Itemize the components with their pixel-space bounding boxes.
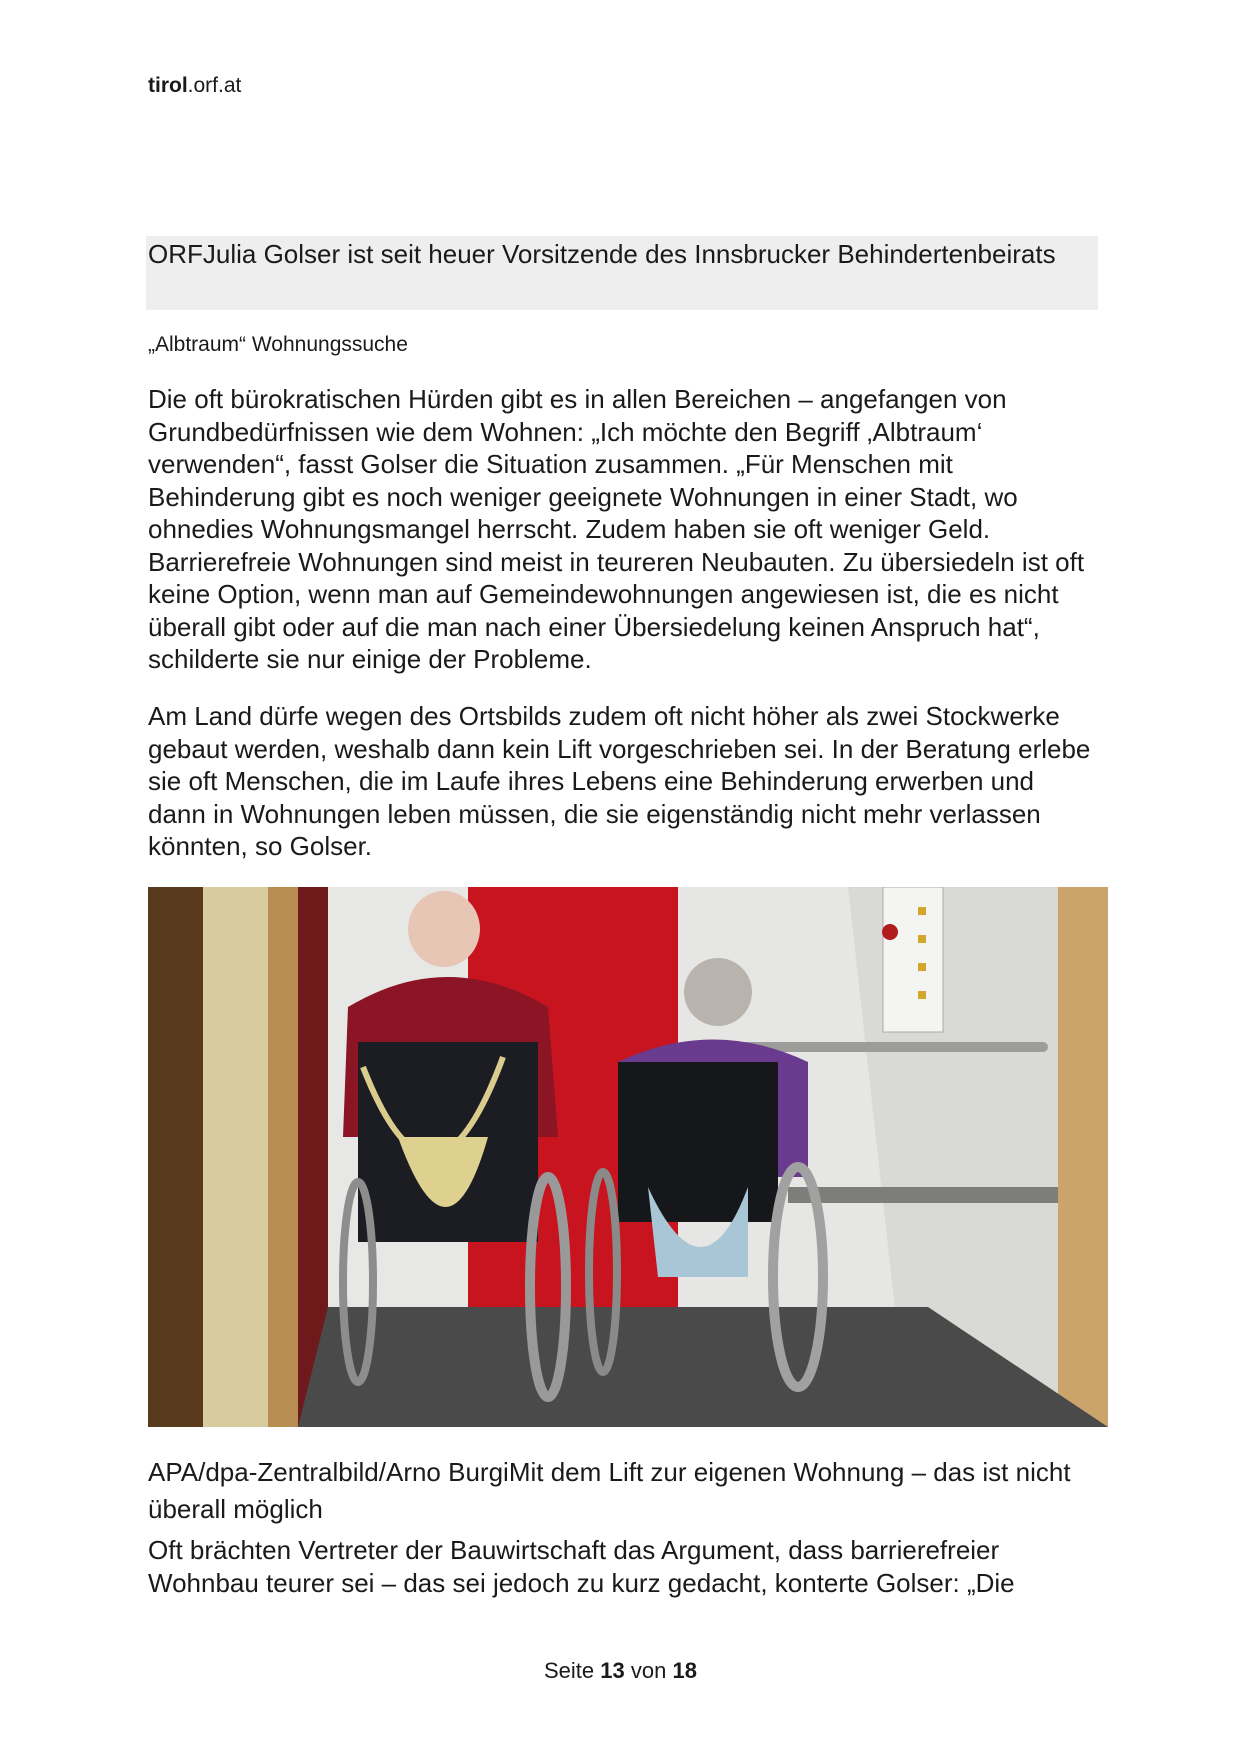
paragraph-3: Oft brächten Vertreter der Bauwirtschaft das Argument, dass barrierefreier Wohnbau teurer sei – das sei jedoch zu kurz gedacht, konterte Golser: „Die (148, 1535, 1015, 1598)
paragraph-2: Am Land dürfe wegen des Ortsbilds zudem oft nicht höher als zwei Stockwerke gebaut werden, weshalb dann kein Lift vorgeschrieben sei. In der Beratung erlebe sie oft Menschen, die im Laufe ihres Lebens eine Behinderung erwerben und dann in Wohnungen leben müssen, die sie eigenständig nicht mehr verlassen könnten, so Golser. (148, 701, 1091, 861)
portrait-caption-credit: ORF (148, 239, 203, 269)
footer-total-pages: 18 (672, 1658, 697, 1683)
site-name-rest: .orf.at (187, 74, 242, 97)
footer-prefix: Seite (544, 1658, 595, 1683)
footer-middle: von (630, 1658, 667, 1683)
photo-caption-text: Mit dem Lift zur eigenen Wohnung – das ist nicht überall möglich (148, 1457, 1071, 1524)
photo-caption (148, 1454, 1098, 1528)
photo-caption-credit: APA/dpa-Zentralbild/Arno Burgi (148, 1457, 509, 1487)
portrait-caption (146, 236, 1098, 310)
portrait-caption-text: Julia Golser ist seit heuer Vorsitzende des Innsbrucker Behindertenbeirats (202, 239, 1056, 269)
paragraph-1: Die oft bürokratischen Hürden gibt es in allen Bereichen – angefangen von Grundbedürfnissen wie dem Wohnen: „Ich möchte den Begriff ‚Albtraum‘ verwenden“, fasst Golser die Situation zusammen. „Für Menschen mit Behinderung gibt es noch weniger geeignete Wohnungen in einer Stadt, wo ohnedies Wohnungsmangel herrscht. Zudem haben sie oft weniger Geld. Barrierefreie Wohnungen sind meist in teureren Neubauten. Zu übersiedeln ist oft keine Option, wenn man auf Gemeindewohnungen angewiesen ist, die es nicht überall gibt oder auf die man nach einer Übersiedelung keinen Anspruch hat“, schilderte sie nur einige der Probleme. (148, 384, 1085, 674)
page-footer (0, 1658, 1241, 1684)
site-name-bold: tirol (148, 74, 188, 97)
footer-current-page: 13 (600, 1658, 625, 1683)
section-subheading: „Albtraum“ Wohnungssuche (148, 333, 408, 356)
photo-elevator-wheelchairs (148, 887, 1108, 1427)
site-name (148, 74, 241, 98)
